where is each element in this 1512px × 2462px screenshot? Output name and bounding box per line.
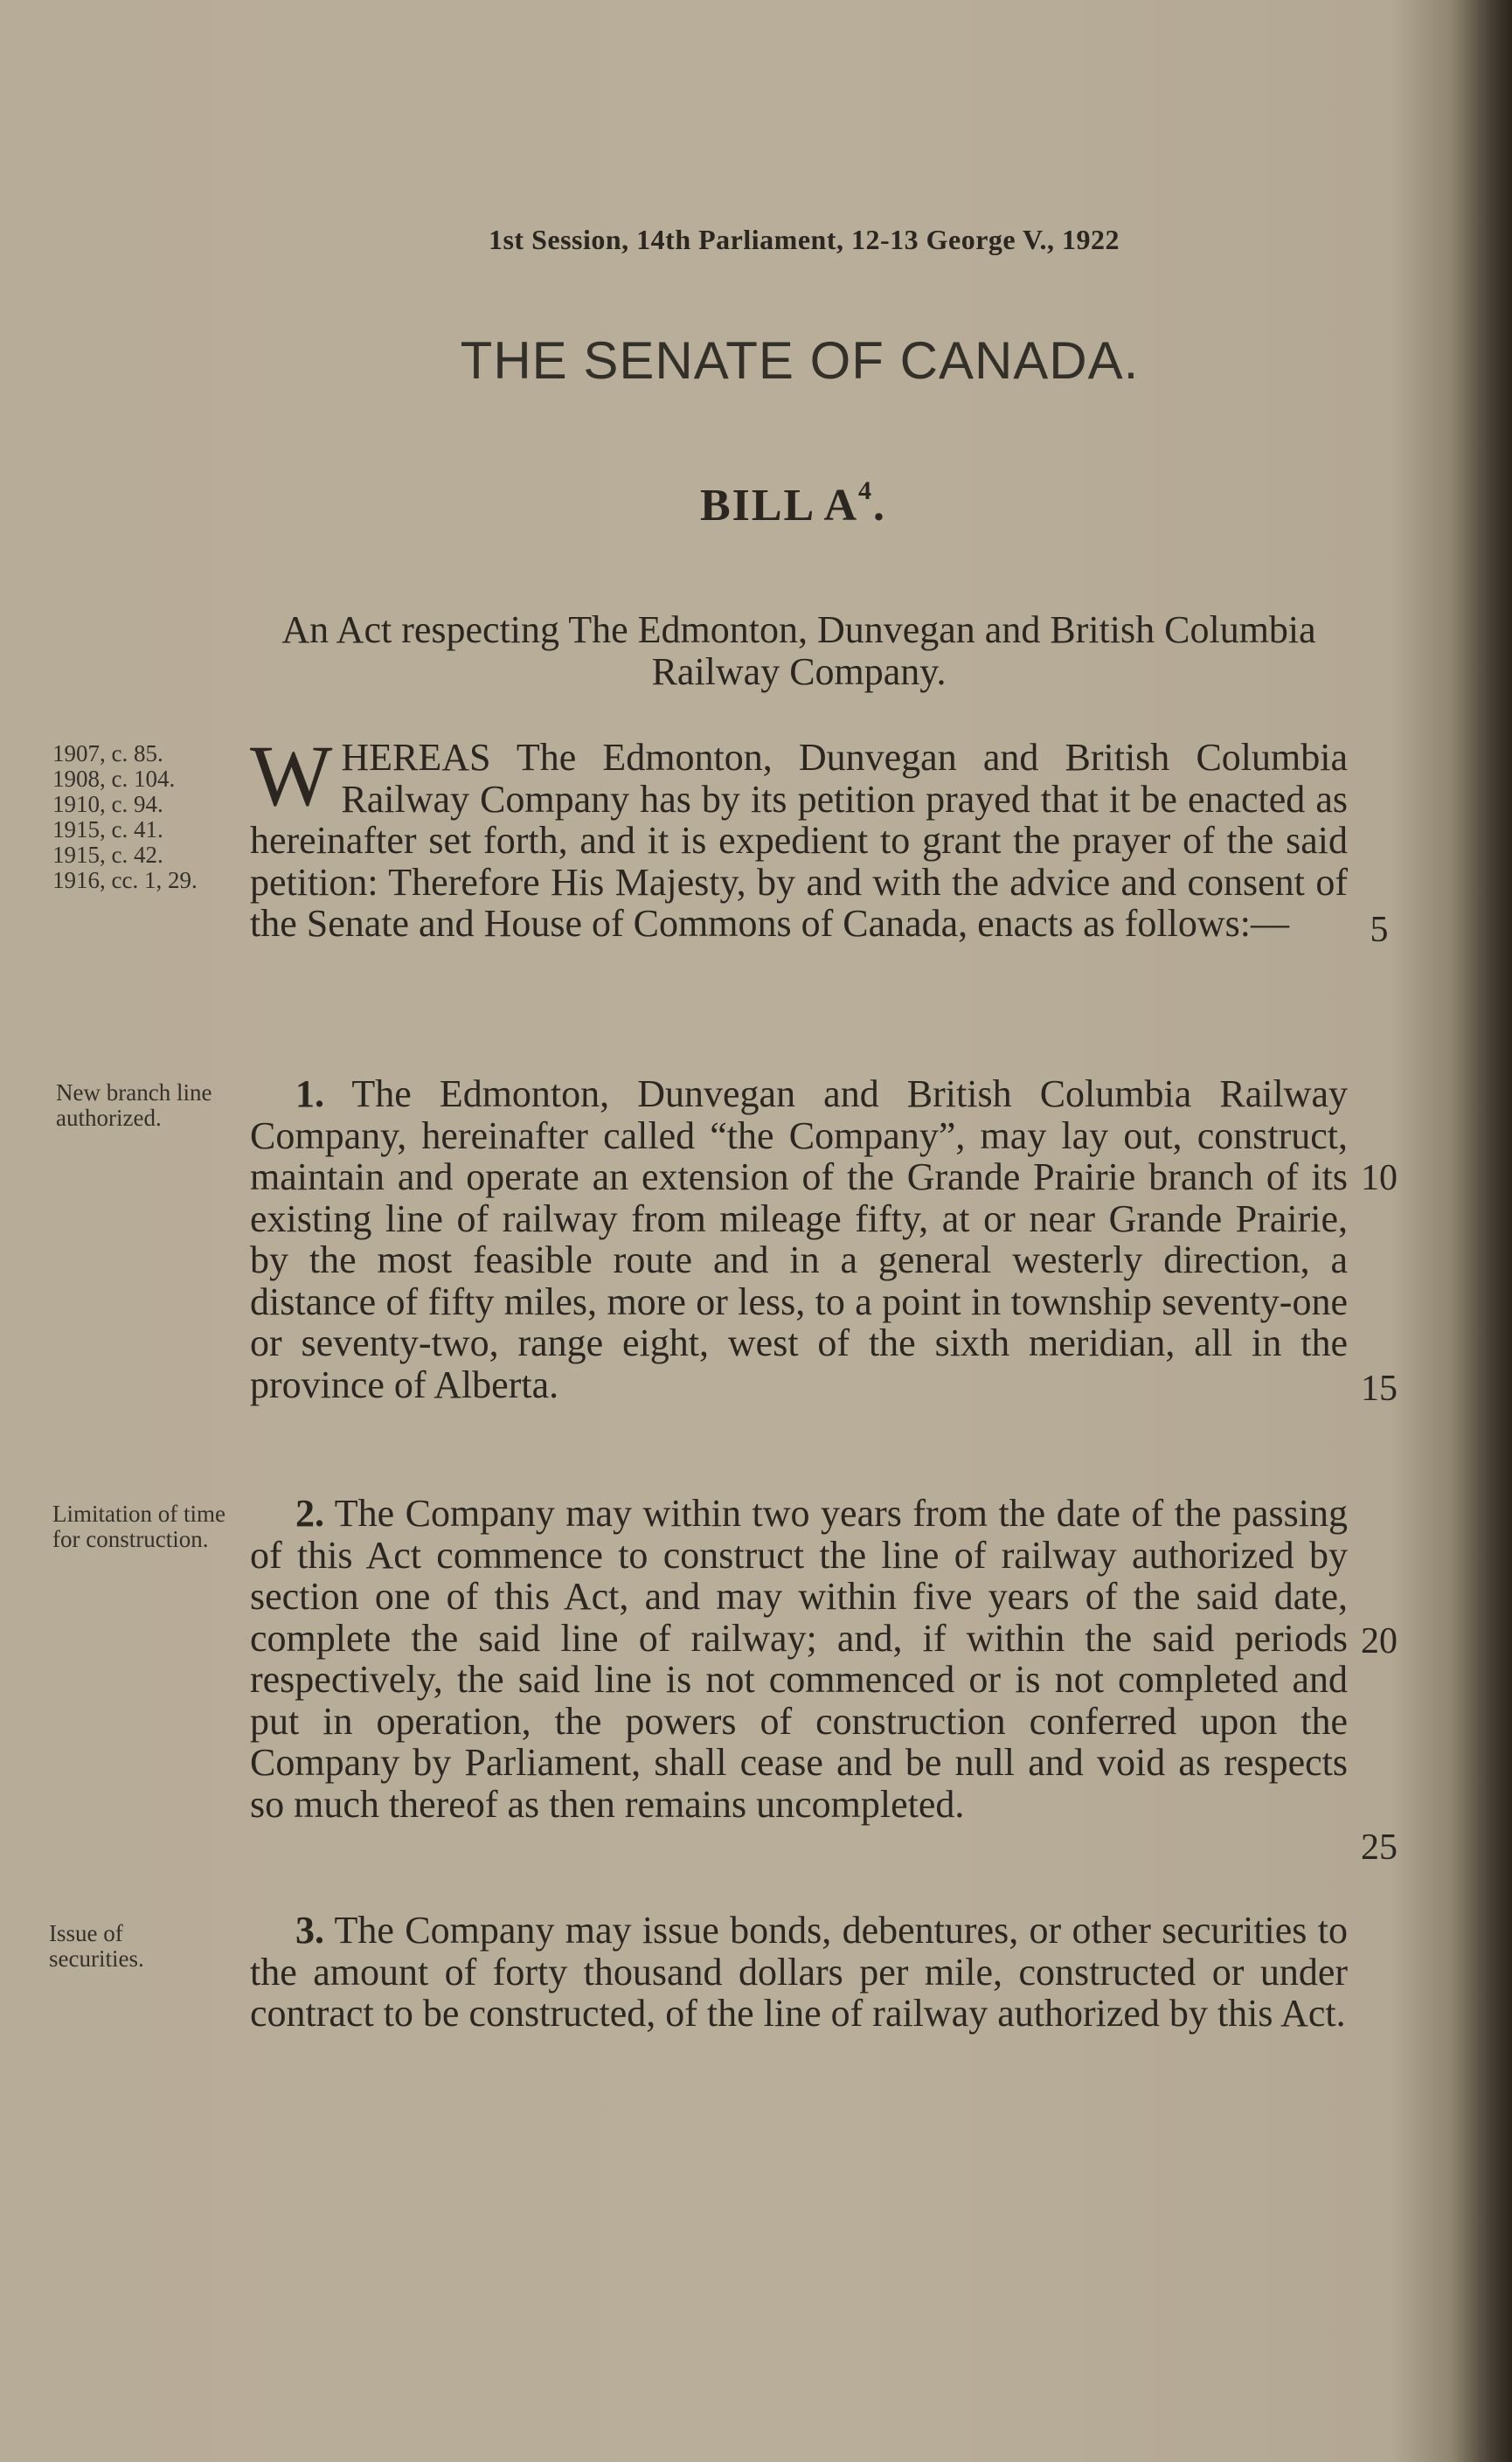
section-2 <box>250 1493 1348 1825</box>
bill-suffix: . <box>873 481 887 531</box>
document-title: THE SENATE OF CANADA. <box>460 331 1140 390</box>
section-number: 1. <box>295 1072 324 1115</box>
section-1 <box>250 1073 1348 1405</box>
citations-note: 1907, c. 85. 1908, c. 104. 1910, c. 94. 1915, c. 41. 1915, c. 42. 1916, cc. 1, 29. <box>52 740 198 893</box>
bill-prefix: BILL A <box>699 481 859 531</box>
section-text: The Edmonton, Dunvegan and British Columbia Railway Company, hereinafter called “the Company”, may lay out, construct, maintain and operate an extension of the Grande Prairie branch of its existing line of railway from mileage fifty, at or near Grande Prairie, by the most feasible route and in a general westerly direction, a distance of fifty miles, more or less, to a point in township seventy-one or seventy-two, range eight, west of the sixth meridian, all in the province of Alberta. <box>250 1072 1348 1406</box>
dropcap: W <box>250 727 333 824</box>
section-number: 3. <box>295 1909 324 1952</box>
line-number-10: 10 <box>1361 1158 1398 1198</box>
section-text: The Company may issue bonds, debentures, or other securities to the amount of forty thousand dollars per mile, constructed or under contract to be constructed, of the line of railway authorized by this Act. <box>250 1909 1348 2035</box>
bill-number <box>0 476 1512 531</box>
margin-note-section-3: Issue of securities. <box>49 1920 144 1972</box>
line-number-5: 5 <box>1370 910 1389 950</box>
line-number-25: 25 <box>1361 1827 1398 1868</box>
section-3 <box>250 1910 1348 2035</box>
line-number-20: 20 <box>1361 1621 1398 1661</box>
preamble-text: HEREAS The Edmonton, Dunvegan and British Columbia Railway Company has by its petition prayed that it be enacted as hereinafter set forth, and it is expedient to grant the prayer of the said petition: Therefore His Majesty, by and with the advice and consent of the Senate and House of Commons of Canada, enacts as follows:— <box>250 736 1348 945</box>
session-header: 1st Session, 14th Parliament, 12-13 George V., 1922 <box>488 224 1120 255</box>
act-subtitle: An Act respecting The Edmonton, Dunvegan and British Columbia Railway Company. <box>281 608 1316 693</box>
bill-superscript: 4 <box>858 476 874 505</box>
preamble <box>250 727 1348 945</box>
line-number-15: 15 <box>1361 1369 1398 1409</box>
margin-note-section-2: Limitation of time for construction. <box>52 1501 225 1552</box>
section-number: 2. <box>295 1492 324 1535</box>
margin-note-section-1: New branch line authorized. <box>56 1079 212 1131</box>
section-text: The Company may within two years from the date of the passing of this Act commence to construct the line of railway authorized by section one of this Act, and may within five years of the said date, complete the said line of railway; and, if within the said periods respectively, the said line is not commenced or is not completed and put in operation, the powers of construction conferred upon the Company by Parliament, shall cease and be null and void as respects so much thereof as then remains uncompleted. <box>250 1492 1348 1826</box>
